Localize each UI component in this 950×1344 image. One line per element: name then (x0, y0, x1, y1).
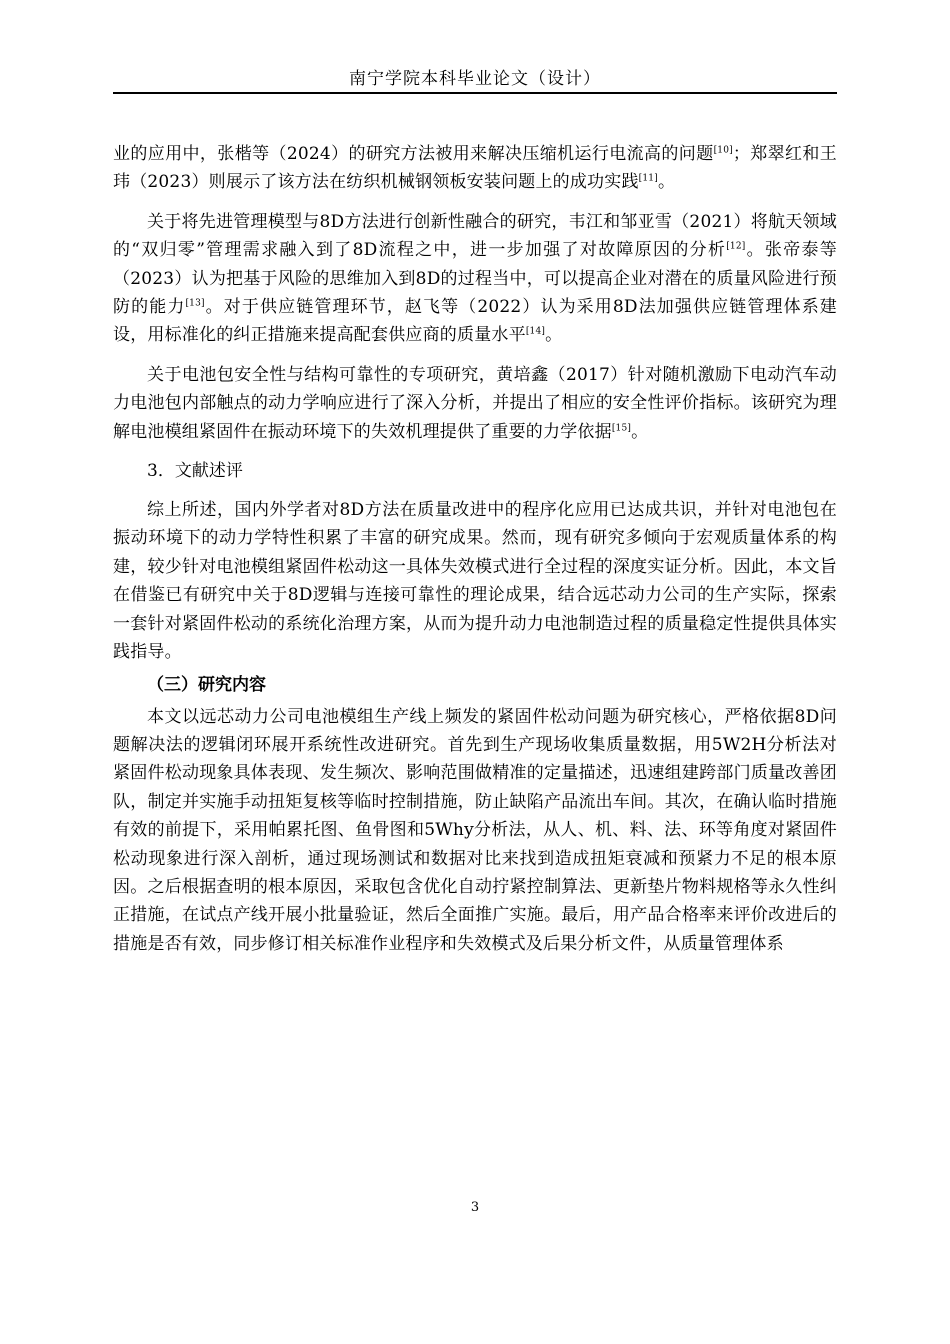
paragraph-continued (113, 140, 837, 197)
section-heading: （三）研究内容 (147, 674, 266, 695)
citation: [11] (638, 173, 658, 184)
citation: [13] (185, 298, 205, 309)
citation: [10] (713, 145, 733, 156)
page-header (113, 66, 837, 94)
page-number: 3 (470, 1200, 480, 1215)
citation: [12] (726, 241, 746, 252)
page-body (113, 140, 837, 958)
text-run: 。 (657, 172, 676, 193)
paragraph-8d-integration (113, 208, 837, 350)
header-title: 南宁学院本科毕业论文（设计） (349, 69, 601, 89)
text-run: 。对于供应链管理环节，赵飞等（2022）认为采用8D法加强供应链管理体系建设，用标准化的纠正措施来提高配套供应商的质量水平 (113, 297, 838, 346)
citation: [15] (611, 423, 632, 433)
text-run: ；郑翠红和王玮（2023）则展示了该方法在纺织机械钢领板安装问题上的成功实践 (113, 144, 838, 193)
subsection-heading: 3．文献述评 (147, 461, 243, 482)
text-run: 关于将先进管理模型与8D方法进行创新性融合的研究，韦江和邹亚雪（2021）将航天领域的“双归零”管理需求融入到了8D流程之中，进一步加强了对故障原因的分析 (113, 211, 837, 261)
text-run: 。张帝泰等（2023）认为把基于风险的思维加入到8D的过程当中，可以提高企业对潜在的质量风险进行预防的能力 (113, 240, 837, 318)
paragraph-battery-safety (113, 361, 837, 446)
text-run: 。 (631, 421, 649, 442)
paragraph-literature-review: 综上所述，国内外学者对8D方法在质量改进中的程序化应用已达成共识，并针对电池包在振动环境下的动力学特性积累了丰富的研究成果。然而，现有研究多倾向于宏观质量体系的构建，较少针对电池模组紧固件松动这一具体失效模式进行全过程的深度实证分析。因此，本文旨在借鉴已有研究中关于8D逻辑与连接可靠性的理论成果，结合远芯动力公司的生产实际，探索一套针对紧固件松动的系统化治理方案，从而为提升动力电池制造过程的质量稳定性提供具体实践指导。 (113, 500, 837, 663)
citation: [14] (525, 326, 546, 337)
text-run: 业的应用中，张楷等（2024）的研究方法被用来解决压缩机运行电流高的问题 (113, 144, 714, 164)
text-run: 关于电池包安全性与结构可靠性的专项研究，黄培鑫（2017）针对随机激励下电动汽车动力电池包内部触点的动力学响应进行了深入分析，并提出了相应的安全性评价指标。该研究为理解电池模组紧固件在振动环境下的失效机理提供了重要的力学依据 (113, 364, 837, 442)
text-run: 。 (545, 325, 563, 346)
page-footer (113, 1198, 837, 1218)
paragraph-research-content: 本文以远芯动力公司电池模组生产线上频发的紧固件松动问题为研究核心，严格依据8D问题解决法的逻辑闭环展开系统性改进研究。首先到生产现场收集质量数据，用5W2H分析法对紧固件松动现象具体表现、发生频次、影响范围做精准的定量描述，迅速组建跨部门质量改善团队，制定并实施手动扭矩复核等临时控制措施，防止缺陷产品流出车间。其次，在确认临时措施有效的前提下，采用帕累托图、鱼骨图和5Why分析法，从人、机、料、法、环等角度对紧固件松动现象进行深入剖析，通过现场测试和数据对比来找到造成扭矩衰减和预紧力不足的根本原因。之后根据查明的根本原因，采取包含优化自动拧紧控制算法、更新垫片物料规格等永久性纠正措施，在试点产线开展小批量验证，然后全面推广实施。最后，用产品合格率来评价改进后的措施是否有效，同步修订相关标准作业程序和失效模式及后果分析文件，从质量管理体系 (113, 706, 837, 954)
